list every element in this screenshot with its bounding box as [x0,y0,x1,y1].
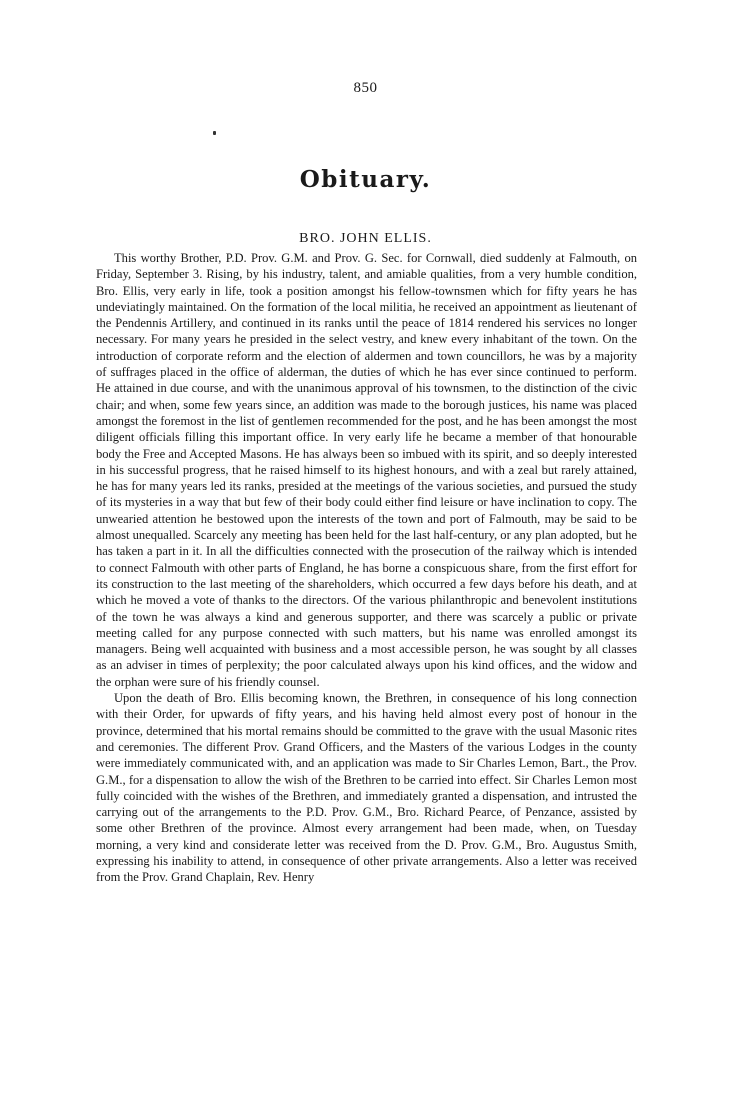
paragraph-1: This worthy Brother, P.D. Prov. G.M. and Prov. G. Sec. for Cornwall, died suddenly at Falmouth, on Friday, September 3. Rising, by his industry, talent, and amiable qualities, from a very humble condition, Bro. Ellis, very early in life, took a position amongst his fellow-townsmen which for fifty years he has undeviatingly maintained. On the formation of the local militia, he received an appointment as lieutenant of the Pendennis Artillery, and continued in its ranks until the peace of 1814 rendered his services no longer necessary. For many years he presided in the select vestry, and knew every inhabitant of the town. On the introduction of corporate reform and the election of aldermen and town councillors, he was by a majority of suffrages placed in the office of alderman, the duties of which he has ever since continued to perform. He attained in due course, and with the unanimous approval of his townsmen, to the distinction of the civic chair; and when, some few years since, an addition was made to the borough justices, his name was placed amongst the foremost in the list of gentlemen recommended for the post, and he has been amongst the most diligent officials filling this important office. In very early life he became a member of that honourable body the Free and Accepted Masons. He has always been so imbued with its spirit, and so deeply interested in his successful progress, that he raised himself to its highest honours, and with a zeal but rarely attained, he has for many years led its ranks, presided at the meetings of the various societies, and pursued the study of its mysteries in a way that but few of their body could either find leisure or have inclination to copy. The unwearied attention he bestowed upon the interests of the town and port of Falmouth, may be said to be almost unequalled. Scarcely any meeting has been held for the last half-century, or any plan adopted, but he has taken a part in it. In all the difficulties connected with the prosecution of the railway which is intended to connect Falmouth with other parts of England, he has borne a conspicuous share, from the first effort for its construction to the last meeting of the shareholders, which occurred a few days before his death, and at which he moved a vote of thanks to the directors. Of the various philanthropic and benevolent institutions of the town he was always a kind and generous supporter, and there was scarcely a public or private meeting called for any purpose connected with such matters, but his name was enrolled amongst its managers. Being well acquainted with business and a most accessible person, he was sought by all classes as an adviser in times of perplexity; the poor calculated always upon his kind offices, and the widow and the orphan were sure of his friendly counsel. [96,251,637,689]
article-body [96,250,637,886]
paragraph-2: Upon the death of Bro. Ellis becoming known, the Brethren, in consequence of his long connection with their Order, for upwards of fifty years, and his having held almost every post of honour in the province, determined that his mortal remains should be committed to the grave with the usual Masonic rites and ceremonies. The different Prov. Grand Officers, and the Masters of the various Lodges in the county were immediately communicated with, and an application was made to Sir Charles Lemon, Bart., the Prov. G.M., for a dispensation to allow the wish of the Brethren to be carried into effect. Sir Charles Lemon most fully coincided with the wishes of the Brethren, and immediately granted a dispensation, and intrusted the carrying out of the arrangements to the P.D. Prov. G.M., Bro. Richard Pearce, of Penzance, assisted by some other Brethren of the province. Almost every arrangement had been made, when, on Tuesday morning, a very kind and considerate letter was received from the D. Prov. G.M., Bro. Augustus Smith, expressing his inability to attend, in consequence of other private arrangements. Also a letter was received from the Prov. Grand Chaplain, Rev. Henry [96,691,637,885]
print-speck [213,131,216,135]
page-number: 850 [353,80,378,96]
obituary-name: BRO. JOHN ELLIS. [299,231,432,246]
section-heading: Obituary. [299,166,432,193]
